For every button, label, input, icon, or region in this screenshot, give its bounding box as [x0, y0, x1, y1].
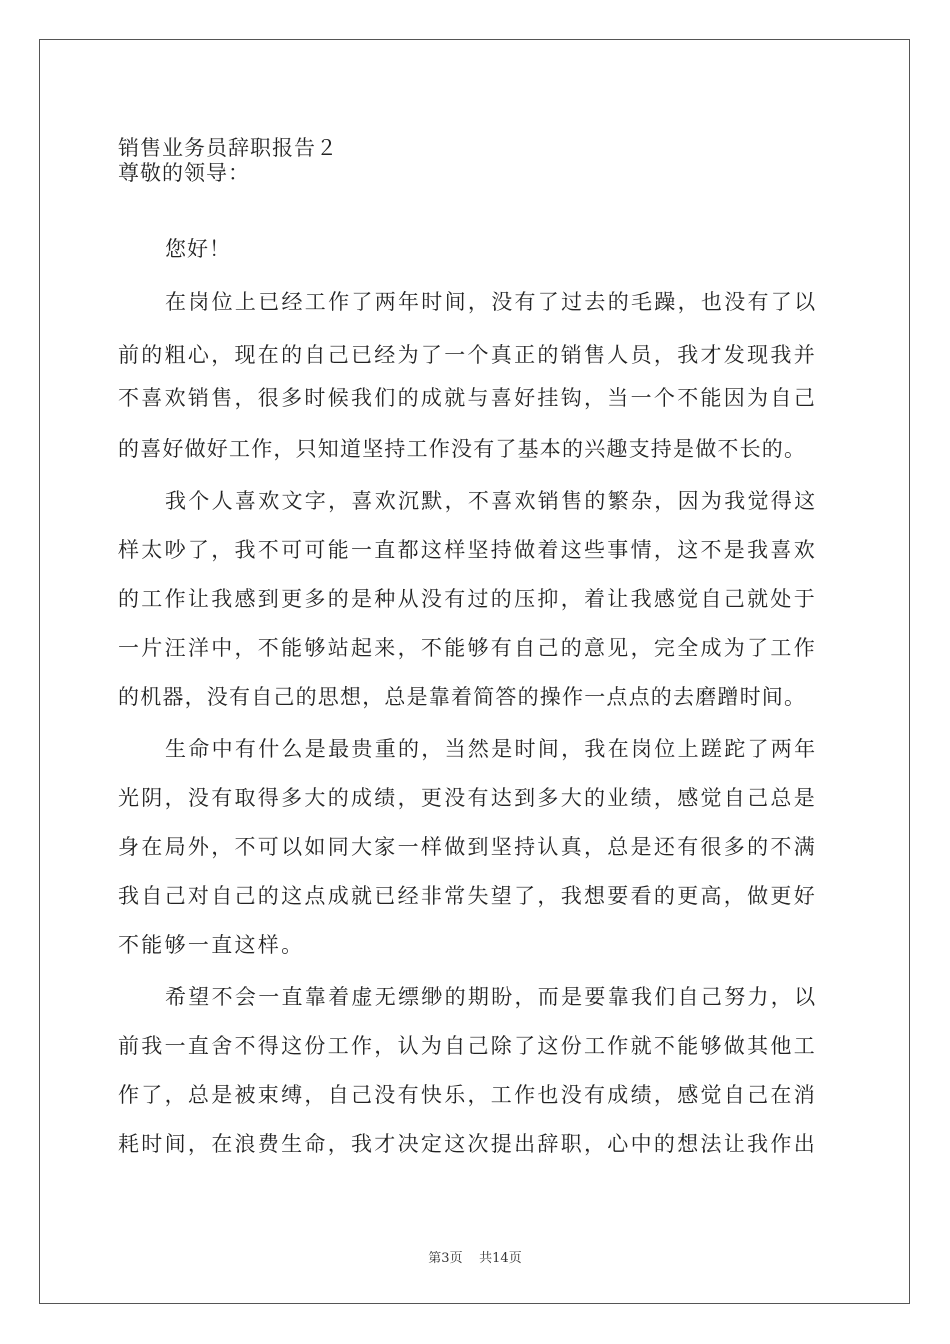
document-title: 销售业务员辞职报告２ — [118, 136, 338, 160]
paragraph-1-line-2: 前的粗心，现在的自己已经为了一个真正的销售人员，我才发现我并 — [118, 343, 817, 367]
page-footer — [0, 1247, 950, 1266]
page-suffix: 页 — [449, 1251, 463, 1266]
salutation: 尊敬的领导： — [118, 161, 250, 185]
paragraph-3-line-5: 不能够一直这样。 — [118, 933, 305, 957]
paragraph-2-line-2: 样太吵了，我不可可能一直都这样坚持做着这些事情，这不是我喜欢 — [118, 538, 817, 562]
paragraph-2-line-3: 的工作让我感到更多的是种从没有过的压抑，着让我感觉自己就处于 — [118, 587, 817, 611]
paragraph-3-line-4: 我自己对自己的这点成就已经非常失望了，我想要看的更高，做更好 — [118, 884, 817, 908]
paragraph-4-line-4: 耗时间，在浪费生命，我才决定这次提出辞职，心中的想法让我作出 — [118, 1132, 817, 1156]
paragraph-2-line-5: 的机器，没有自己的思想，总是靠着简答的操作一点点的去磨蹭时间。 — [118, 685, 807, 709]
paragraph-3-line-3: 身在局外，不可以如同大家一样做到坚持认真，总是还有很多的不满 — [118, 835, 817, 859]
paragraph-1-line-4: 的喜好做好工作，只知道坚持工作没有了基本的兴趣支持是做不长的。 — [118, 437, 807, 461]
paragraph-2-line-1: 我个人喜欢文字，喜欢沉默，不喜欢销售的繁杂，因为我觉得这 — [165, 489, 818, 513]
paragraph-1-line-1: 在岗位上已经工作了两年时间，没有了过去的毛躁，也没有了以 — [165, 290, 818, 314]
paragraph-4-line-2: 前我一直舍不得这份工作，认为自己除了这份工作就不能够做其他工 — [118, 1034, 817, 1058]
total-suffix: 页 — [508, 1251, 522, 1266]
paragraph-2-line-4: 一片汪洋中，不能够站起来，不能够有自己的意见，完全成为了工作 — [118, 636, 817, 660]
paragraph-3-line-2: 光阴，没有取得多大的成绩，更没有达到多大的业绩，感觉自己总是 — [118, 786, 817, 810]
paragraph-3-line-1: 生命中有什么是最贵重的，当然是时间，我在岗位上蹉跎了两年 — [165, 737, 818, 761]
paragraph-4-line-3: 作了，总是被束缚，自己没有快乐，工作也没有成绩，感觉自己在消 — [118, 1083, 817, 1107]
total-pages: 14 — [492, 1251, 509, 1266]
greeting: 您好！ — [165, 237, 231, 261]
page-border — [39, 39, 910, 1304]
page-current: 3 — [441, 1251, 450, 1266]
total-prefix: 共 — [479, 1251, 493, 1266]
paragraph-4-line-1: 希望不会一直靠着虚无缥缈的期盼，而是要靠我们自己努力，以 — [165, 985, 818, 1009]
page-prefix: 第 — [428, 1251, 442, 1266]
paragraph-1-line-3: 不喜欢销售，很多时候我们的成就与喜好挂钩，当一个不能因为自己 — [118, 386, 817, 410]
